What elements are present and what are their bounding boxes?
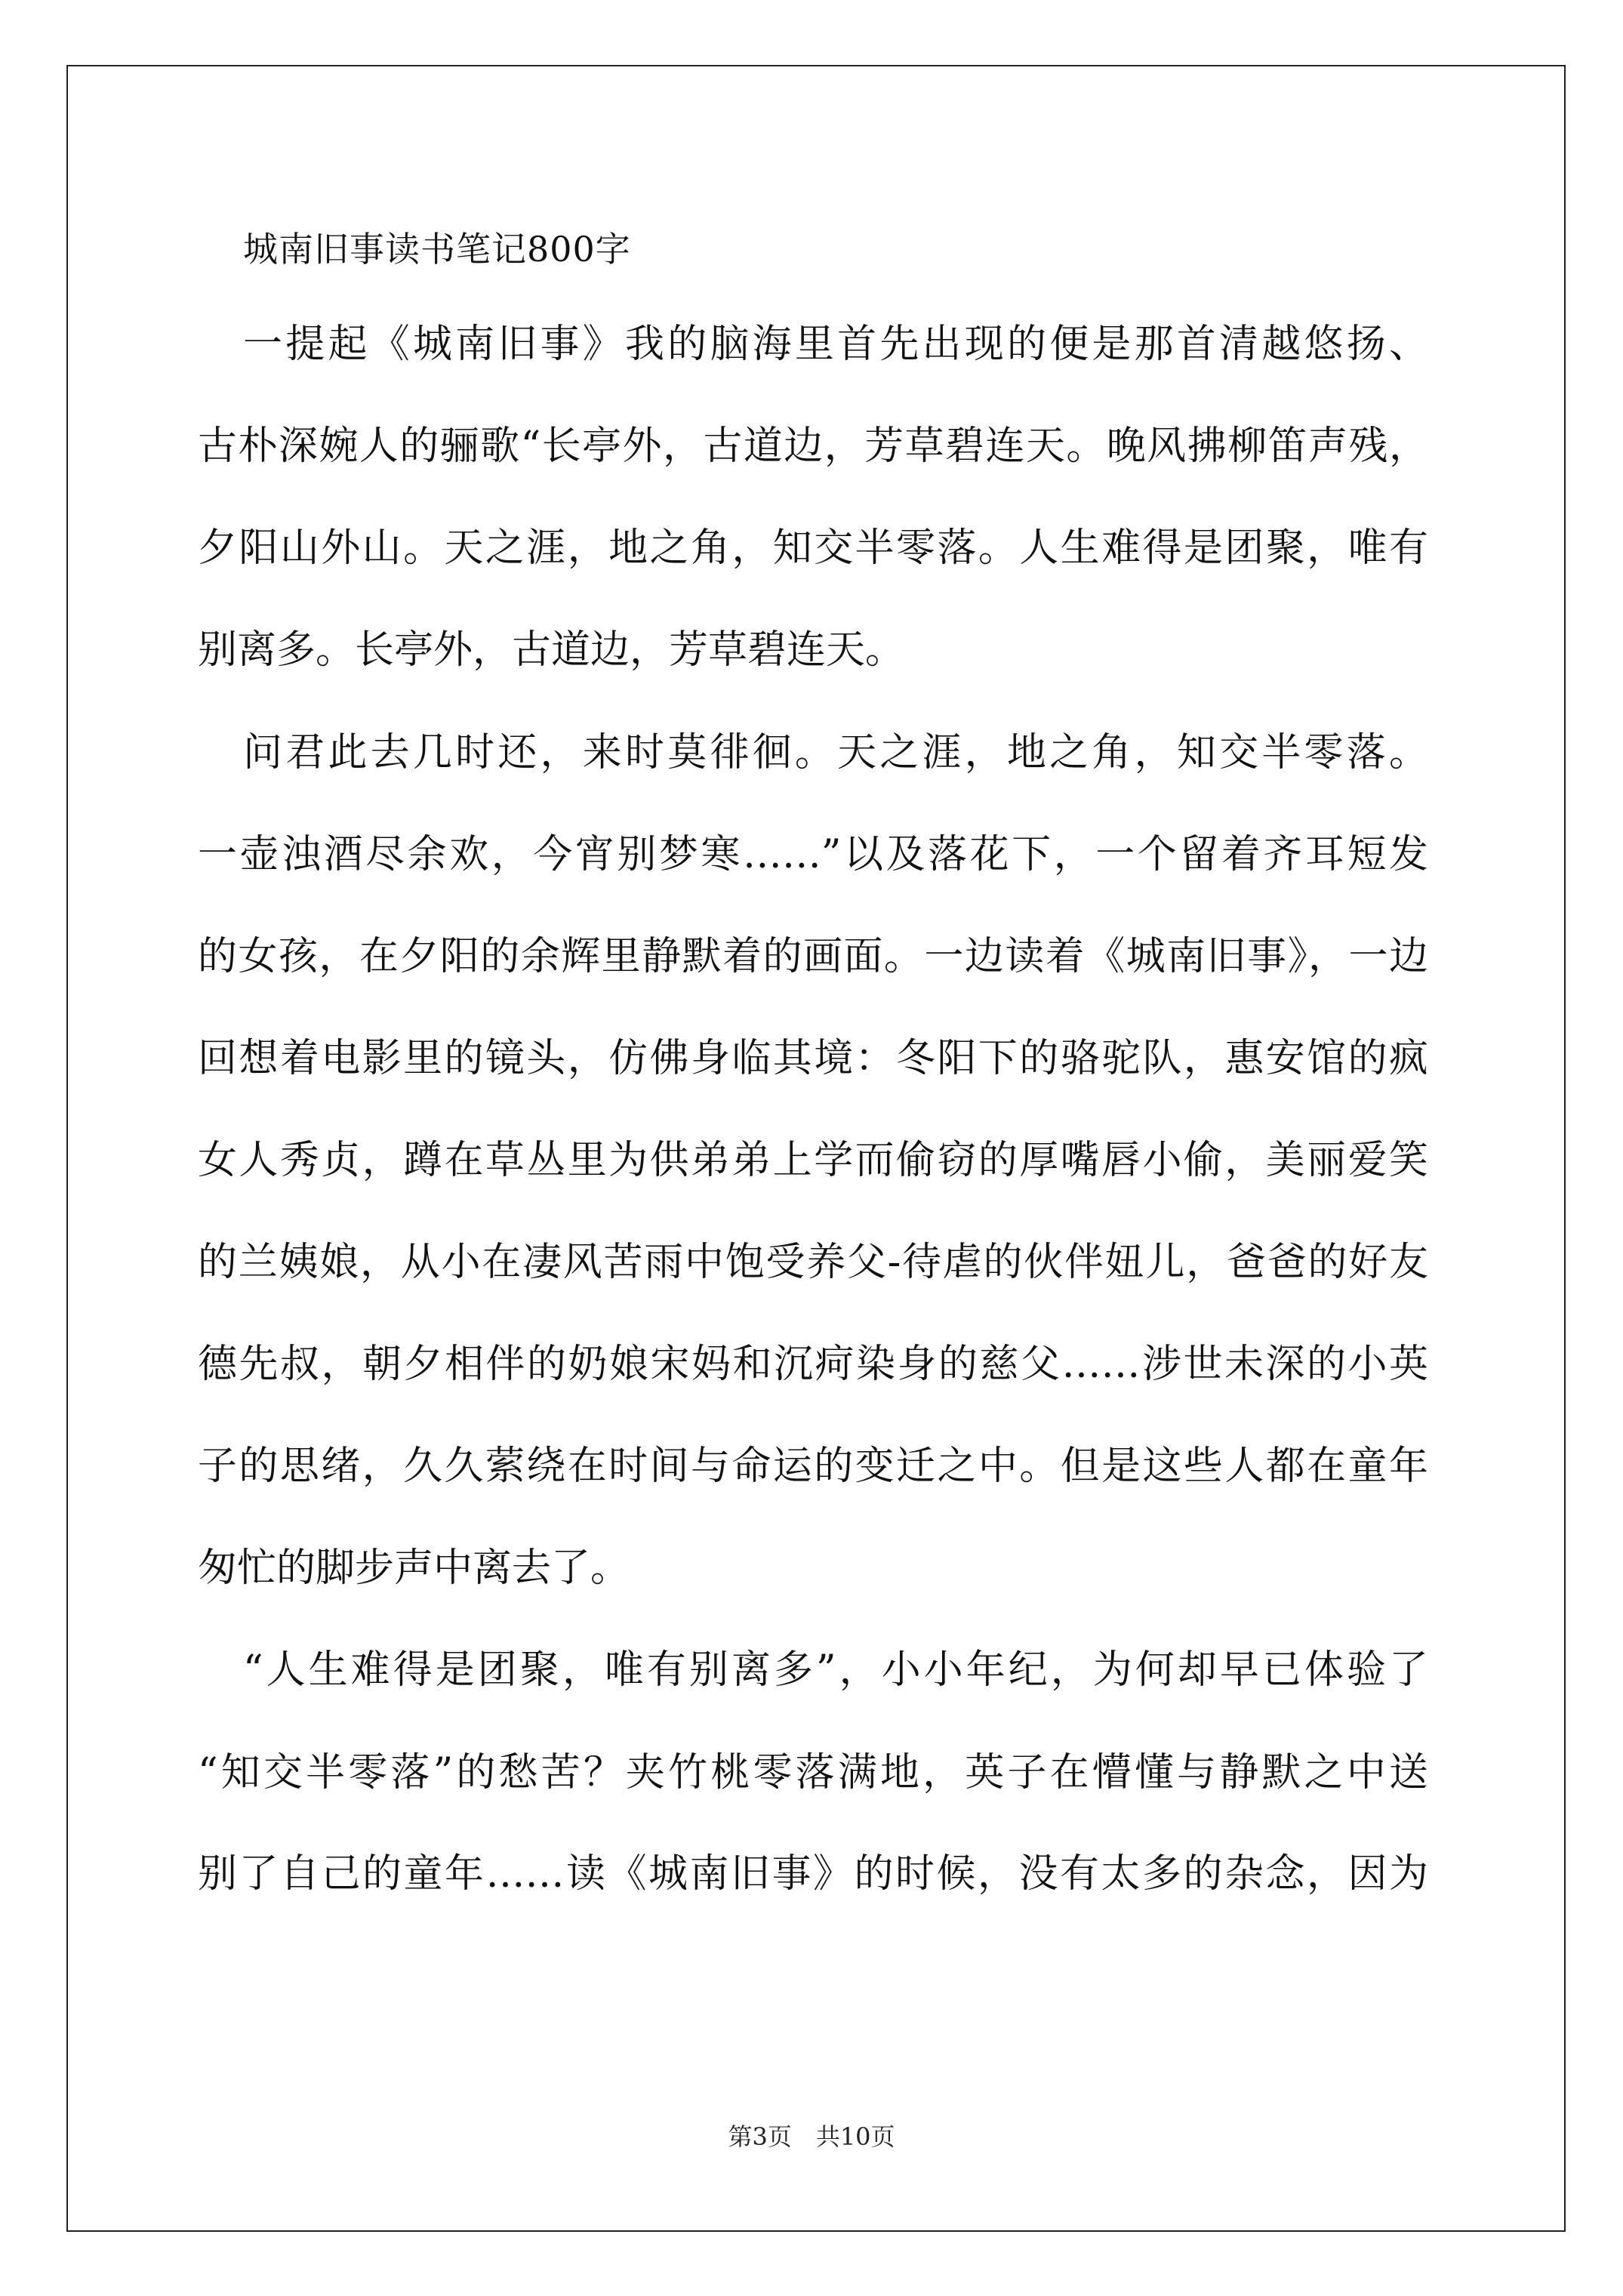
paragraph-3-line-1: “人生难得是团聚，唯有别离多”，小小年纪，为何却早已体验了 bbox=[243, 1647, 1428, 1693]
paragraph-2-line-6: 的兰姨娘，从小在凄风苦雨中饱受养父-待虐的伙伴妞儿，爸爸的好友 bbox=[198, 1240, 1428, 1285]
paragraph-2-line-3: 的女孩，在夕阳的余辉里静默着的画面。一边读着《城南旧事》，一边 bbox=[198, 934, 1428, 979]
paragraph-2-line-5: 女人秀贞，蹲在草丛里为供弟弟上学而偷窃的厚嘴唇小偷，美丽爱笑 bbox=[198, 1138, 1428, 1183]
paragraph-2-line-9: 匆忙的脚步声中离去了。 bbox=[198, 1546, 630, 1591]
paragraph-1-line-3: 夕阳山外山。天之涯，地之角，知交半零落。人生难得是团聚，唯有 bbox=[198, 525, 1428, 571]
paragraph-3-line-2: “知交半零落”的愁苦？夹竹桃零落满地，英子在懵懂与静默之中送 bbox=[198, 1750, 1428, 1795]
document-title: 城南旧事读书笔记800字 bbox=[243, 229, 631, 270]
paragraph-2-line-1: 问君此去几时还，来时莫徘徊。天之涯，地之角，知交半零落。 bbox=[243, 730, 1428, 775]
paragraph-2-line-4: 回想着电影里的镜头，仿佛身临其境：冬阳下的骆驼队，惠安馆的疯 bbox=[198, 1036, 1428, 1081]
paragraph-2-line-7: 德先叔，朝夕相伴的奶娘宋妈和沉疴染身的慈父……涉世未深的小英 bbox=[198, 1342, 1428, 1387]
page-number-footer: 第3页 共10页 bbox=[728, 2122, 895, 2151]
paragraph-2-line-2: 一壶浊酒尽余欢，今宵别梦寒……”以及落花下，一个留着齐耳短发 bbox=[198, 832, 1428, 877]
paragraph-3-line-3: 别了自己的童年……读《城南旧事》的时候，没有太多的杂念，因为 bbox=[198, 1851, 1428, 1897]
paragraph-2-line-8: 子的思绪，久久萦绕在时间与命运的变迁之中。但是这些人都在童年 bbox=[198, 1444, 1428, 1489]
paragraph-1-line-2: 古朴深婉人的骊歌“长亭外，古道边，芳草碧连天。晚风拂柳笛声残， bbox=[198, 424, 1428, 469]
paragraph-1-line-1: 一提起《城南旧事》我的脑海里首先出现的便是那首清越悠扬、 bbox=[243, 322, 1428, 367]
paragraph-1-line-4: 别离多。长亭外，古道边，芳草碧连天。 bbox=[198, 627, 905, 673]
